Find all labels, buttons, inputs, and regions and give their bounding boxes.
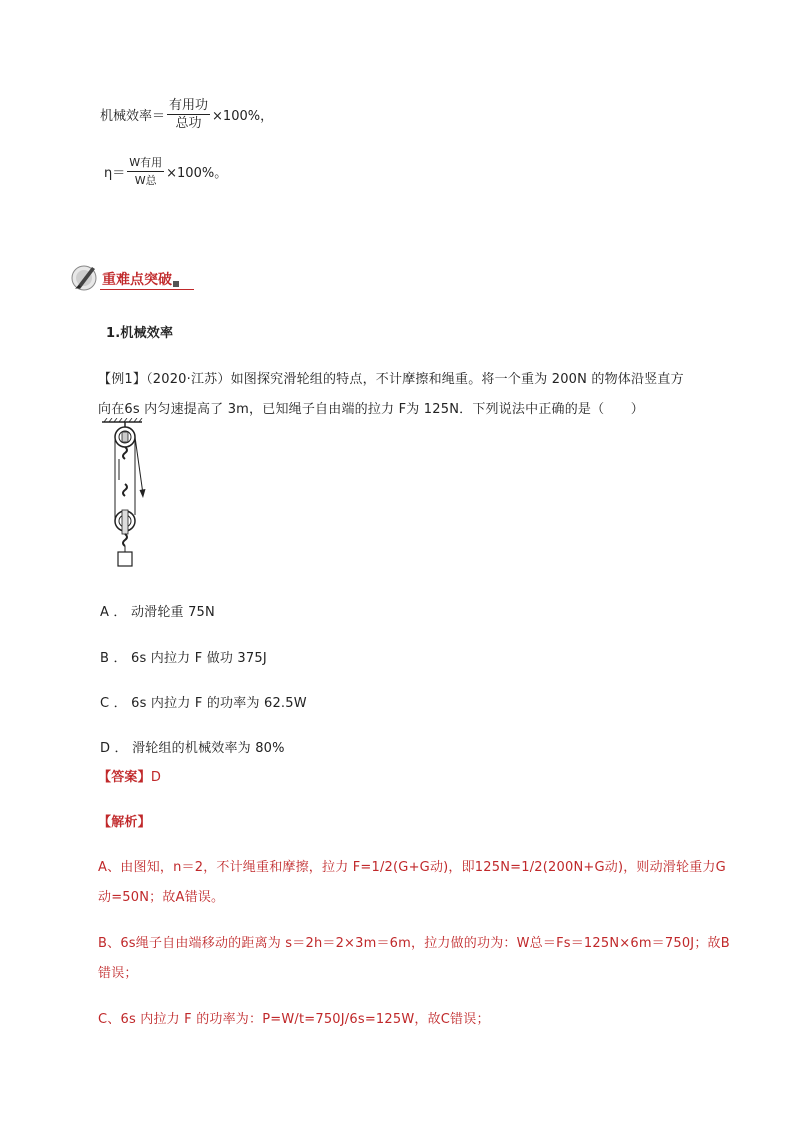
option-a: A ． 动滑轮重 75N [100, 605, 215, 620]
analysis-label: 【解析】 [98, 815, 151, 830]
option-c: C ． 6s 内拉力 F 的功率为 62.5W [100, 696, 307, 711]
eta-formula [104, 155, 227, 188]
analysis-a-line-2: 动=50N；故A错误。 [98, 890, 225, 905]
formula-rhs: ×100%， [212, 109, 274, 124]
answer-row [98, 766, 161, 785]
section-banner [70, 263, 194, 291]
formula-lhs: 机械效率＝ [100, 109, 166, 124]
analysis-b-line-1: B、6s绳子自由端移动的距离为 s＝2h＝2×3m＝6m，拉力做的功为：W总＝Fs＝125N×6m＝750J；故B [98, 936, 730, 951]
formula-fraction [167, 98, 210, 131]
answer-value: D [150, 770, 162, 785]
section-title: 重难点突破 [102, 272, 172, 288]
option-b: B ． 6s 内拉力 F 做功 375J [100, 651, 267, 666]
pulley-diagram [98, 418, 158, 570]
formula-rhs: ×100%。 [166, 166, 228, 181]
section-underline [100, 289, 194, 290]
formula-fraction [127, 155, 164, 188]
question-line-1: 【例1】（2020·江苏）如图探究滑轮组的特点，不计摩擦和绳重。将一个重为 200N 的物体沿竖直方 [98, 372, 684, 387]
formula-numerator: W有用 [127, 155, 164, 172]
decor-square [173, 281, 179, 287]
analysis-b-line-2: 错误； [98, 966, 138, 981]
formula-denominator: W总 [134, 174, 157, 187]
formula-numerator: 有用功 [169, 98, 209, 113]
answer-label: 【答案】 [98, 770, 151, 785]
formula-denominator: 总功 [175, 116, 202, 131]
formula-lhs: η＝ [104, 166, 126, 181]
brush-icon [70, 263, 100, 291]
option-d: D ． 滑轮组的机械效率为 80% [100, 741, 285, 756]
subsection-heading: 1.机械效率 [106, 326, 174, 341]
analysis-c-line-1: C、6s 内拉力 F 的功率为：P=W/t=750J/6s=125W，故C错误； [98, 1012, 490, 1027]
question-line-2: 向在6s 内匀速提高了 3m，已知绳子自由端的拉力 F为 125N．下列说法中正确的是（ ） [98, 402, 644, 417]
analysis-a-line-1: A、由图知，n＝2，不计绳重和摩擦，拉力 F=1/2(G+G动)，即125N=1/2(200N+G动)，则动滑轮重力G [98, 860, 726, 875]
efficiency-formula [100, 98, 273, 131]
